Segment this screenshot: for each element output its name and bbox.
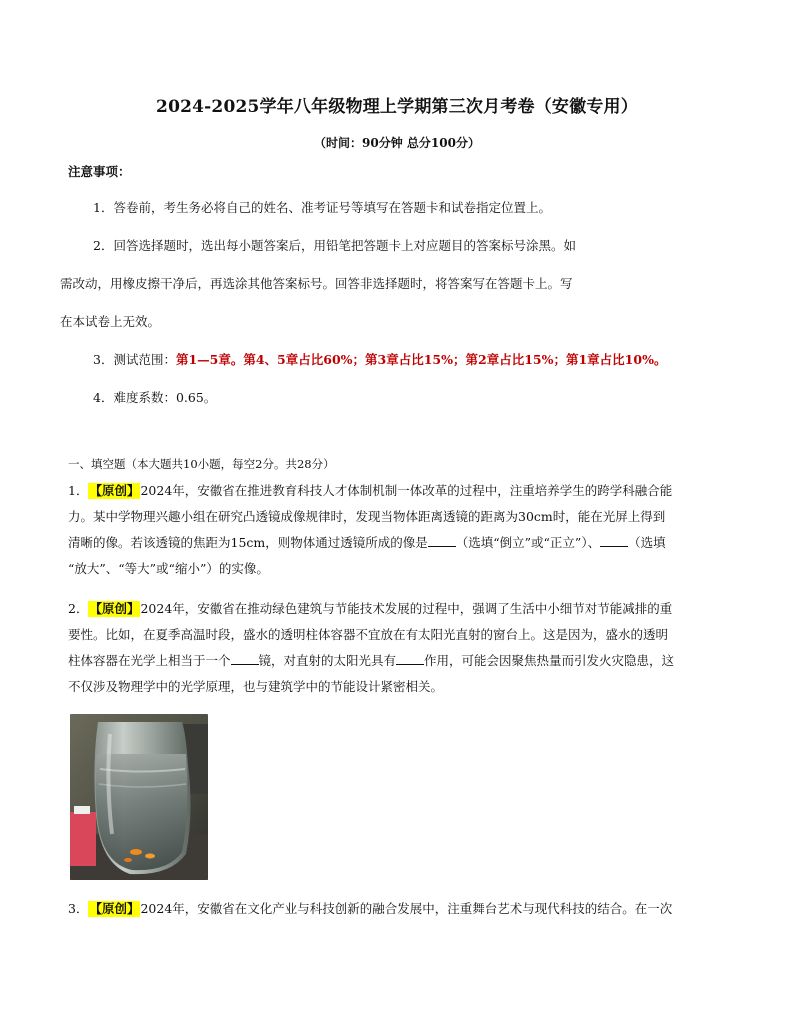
question-1	[68, 478, 728, 582]
note-2-line-2: 需改动，用橡皮擦干净后，再选涂其他答案标号。回答非选择题时，将答案写在答题卡上。写	[60, 276, 573, 291]
answer-blank[interactable]	[231, 652, 259, 665]
note-2-line-1: 2．回答选择题时，选出每小题答案后，用铅笔把答题卡上对应题目的答案标号涂黑。如	[93, 238, 576, 253]
question-text: 要性。比如，在夏季高温时段，盛水的透明柱体容器不宜放在有太阳光直射的窗台上。这是因为，盛水的透明	[68, 627, 669, 642]
question-3	[68, 896, 728, 922]
note-3-prefix: 3．测试范围：	[93, 352, 176, 367]
answer-blank[interactable]	[396, 652, 424, 665]
water-container-photo	[70, 714, 208, 880]
question-text: 2024年，安徽省在推动绿色建筑与节能技术发展的过程中，强调了生活中小细节对节能减排的重	[140, 601, 673, 616]
original-tag: 【原创】	[89, 601, 140, 616]
question-text: 镜，对直射的太阳光具有	[258, 653, 397, 668]
answer-blank[interactable]	[600, 534, 628, 547]
question-number: 2．	[68, 601, 89, 616]
question-number: 3．	[68, 901, 89, 916]
notes-heading: 注意事项：	[68, 164, 131, 179]
page-title: 2024-2025学年八年级物理上学期第三次月考卷（安徽专用）	[156, 97, 638, 117]
note-3	[93, 352, 666, 368]
question-text: “放大”、“等大”或“缩小”）的实像。	[68, 561, 269, 576]
answer-blank[interactable]	[428, 534, 456, 547]
question-text: （选填	[628, 535, 666, 550]
question-text: 不仅涉及物理学中的光学原理，也与建筑学中的节能设计紧密相关。	[68, 679, 444, 694]
original-tag: 【原创】	[89, 901, 140, 916]
exam-time-info: （时间：90分钟 总分100分）	[314, 136, 480, 150]
question-text: 2024年，安徽省在文化产业与科技创新的融合发展中，注重舞台艺术与现代科技的结合。在一次	[140, 901, 673, 916]
question-number: 1．	[68, 483, 89, 498]
note-4: 4．难度系数：0.65。	[93, 390, 217, 405]
question-text: 力。某中学物理兴趣小组在研究凸透镜成像规律时，发现当物体距离透镜的距离为30cm时，能在光屏上得到	[68, 509, 666, 524]
note-1: 1．答卷前，考生务必将自己的姓名、准考证号等填写在答题卡和试卷指定位置上。	[93, 200, 551, 215]
original-tag: 【原创】	[89, 483, 140, 498]
question-text: （选填“倒立”或“正立”）、	[455, 535, 601, 550]
question-text: 柱体容器在光学上相当于一个	[68, 653, 231, 668]
question-2	[68, 596, 728, 700]
water-container-image	[70, 714, 208, 880]
note-3-scope: 第1—5章。第4、5章占比60%；第3章占比15%；第2章占比15%；第1章占比10%。	[175, 352, 667, 367]
question-text: 作用，可能会因聚焦热量而引发火灾隐患，这	[424, 653, 675, 668]
question-text: 清晰的像。若该透镜的焦距为15cm，则物体通过透镜所成的像是	[68, 535, 428, 550]
section-title: 一、填空题（本大题共10小题，每空2分。共28分）	[68, 457, 335, 471]
note-2-line-3: 在本试卷上无效。	[60, 314, 161, 329]
question-text: 2024年，安徽省在推进教育科技人才体制机制一体改革的过程中，注重培养学生的跨学科融合能	[140, 483, 673, 498]
